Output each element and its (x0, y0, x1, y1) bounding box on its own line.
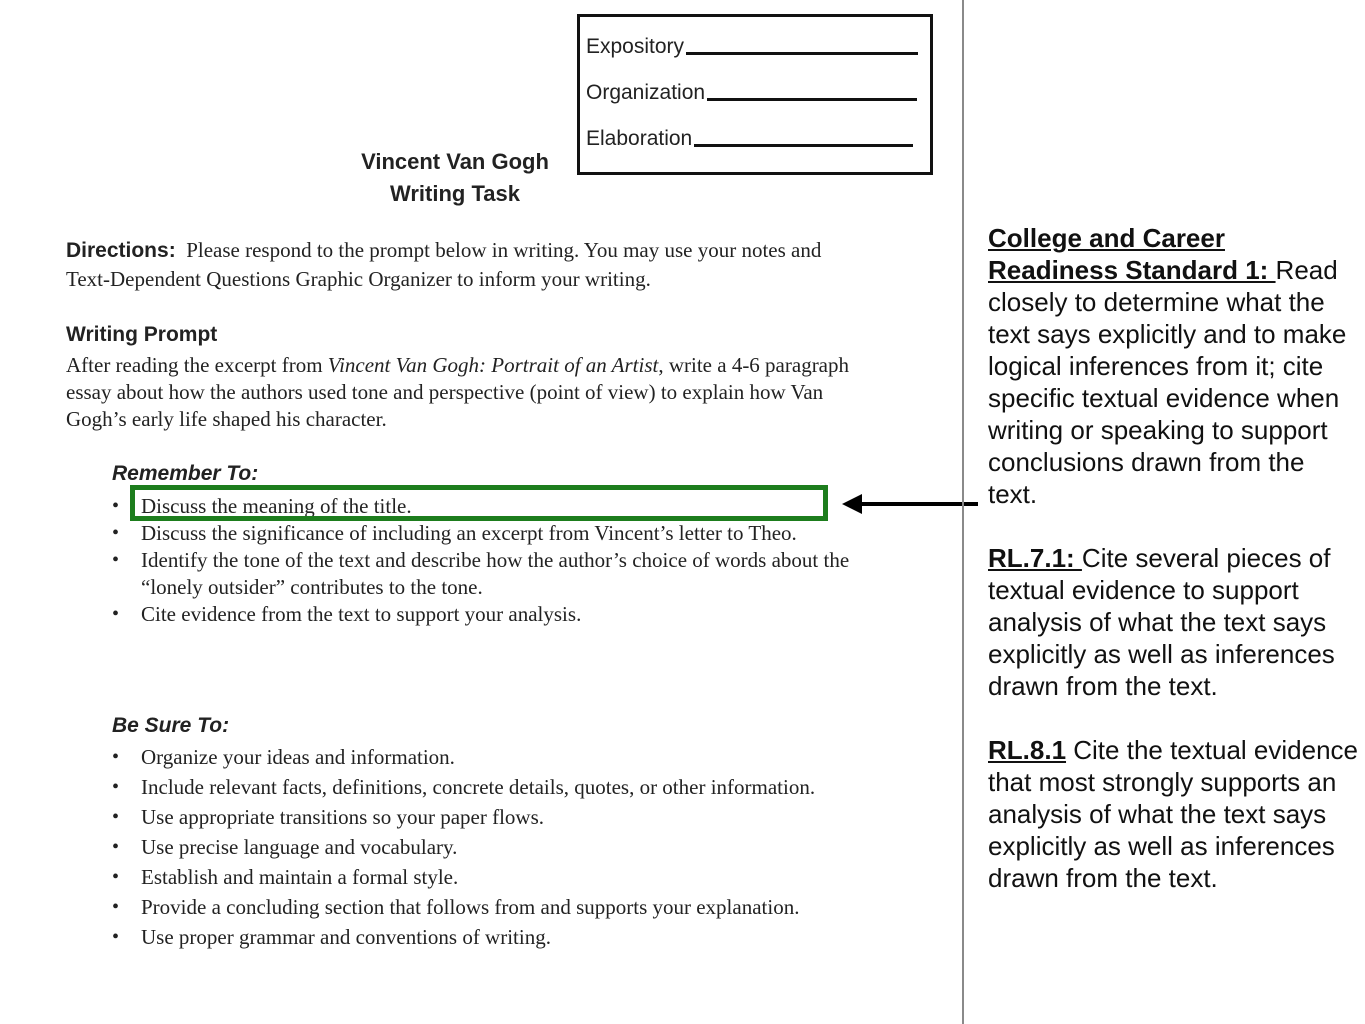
list-item: • Use precise language and vocabulary. (112, 834, 852, 861)
list-item: • Organize your ideas and information. (112, 744, 852, 771)
standard-ccr1 (988, 222, 1360, 510)
prompt-text-after: , write a 4-6 paragraph essay about how the authors used tone and perspective (point of view) to explain how Van Gogh’s early life shaped his character. (66, 353, 850, 431)
directions-paragraph (66, 236, 846, 293)
be-sure-to-heading: Be Sure To: (112, 714, 230, 737)
list-item: • Provide a concluding section that follows from and supports your explanation. (112, 894, 852, 921)
arrow-left-icon (840, 490, 980, 518)
score-label-organization: Organization (586, 81, 706, 104)
directions-label: Directions: (66, 239, 176, 262)
remember-to-heading: Remember To: (112, 462, 259, 485)
be-sure-to-list (112, 744, 852, 951)
standard-text: Cite the textual evidence that most strongly supports an analysis of what the text says explicitly as well as inferences drawn from the text. (988, 735, 1358, 893)
score-blank-line (686, 52, 918, 55)
standards-panel (988, 222, 1360, 926)
score-box (577, 14, 933, 175)
title-line-1: Vincent Van Gogh (361, 149, 549, 174)
writing-prompt-heading: Writing Prompt (66, 323, 218, 346)
standard-label: RL.8.1 (988, 735, 1067, 765)
score-row-elaboration (586, 127, 913, 151)
list-item: • Cite evidence from the text to support your analysis. (112, 601, 852, 628)
score-label-expository: Expository (586, 35, 685, 58)
list-item: • Discuss the meaning of the title. (112, 493, 852, 520)
directions-text: Please respond to the prompt below in writing. You may use your notes and Text-Dependent Questions Graphic Organizer to inform your writing. (66, 238, 822, 291)
standard-label: RL.7.1: (988, 543, 1082, 573)
writing-prompt-text (66, 352, 856, 433)
standard-rl-7-1 (988, 542, 1360, 702)
list-item: • Use proper grammar and conventions of writing. (112, 924, 852, 951)
standard-rl-8-1 (988, 734, 1360, 894)
title-line-2: Writing Task (390, 181, 520, 206)
score-label-elaboration: Elaboration (586, 127, 693, 150)
score-blank-line (707, 98, 917, 101)
highlight-box (130, 485, 828, 521)
standard-label: College and Career Readiness Standard 1: (988, 223, 1276, 285)
page-title (320, 146, 590, 210)
list-item: • Use appropriate transitions so your paper flows. (112, 804, 852, 831)
prompt-text-before: After reading the excerpt from (66, 353, 328, 377)
list-item: • Establish and maintain a formal style. (112, 864, 852, 891)
standard-text: Cite several pieces of textual evidence to support analysis of what the text says explicitly as well as inferences drawn from the text. (988, 543, 1335, 701)
score-blank-line (694, 144, 913, 147)
prompt-work-title: Vincent Van Gogh: Portrait of an Artist (327, 353, 659, 377)
list-item: • Identify the tone of the text and describe how the author’s choice of words about the “lonely outsider” contributes to the tone. (112, 547, 852, 601)
standard-text: Read closely to determine what the text says explicitly and to make logical inferences from it; cite specific textual evidence when writing or speaking to support conclusions drawn from the text. (988, 255, 1347, 509)
score-row-organization (586, 81, 917, 105)
score-row-expository (586, 35, 918, 59)
vertical-divider (962, 0, 964, 1024)
list-item: • Discuss the significance of including an excerpt from Vincent’s letter to Theo. (112, 520, 852, 547)
list-item: • Include relevant facts, definitions, concrete details, quotes, or other information. (112, 774, 852, 801)
